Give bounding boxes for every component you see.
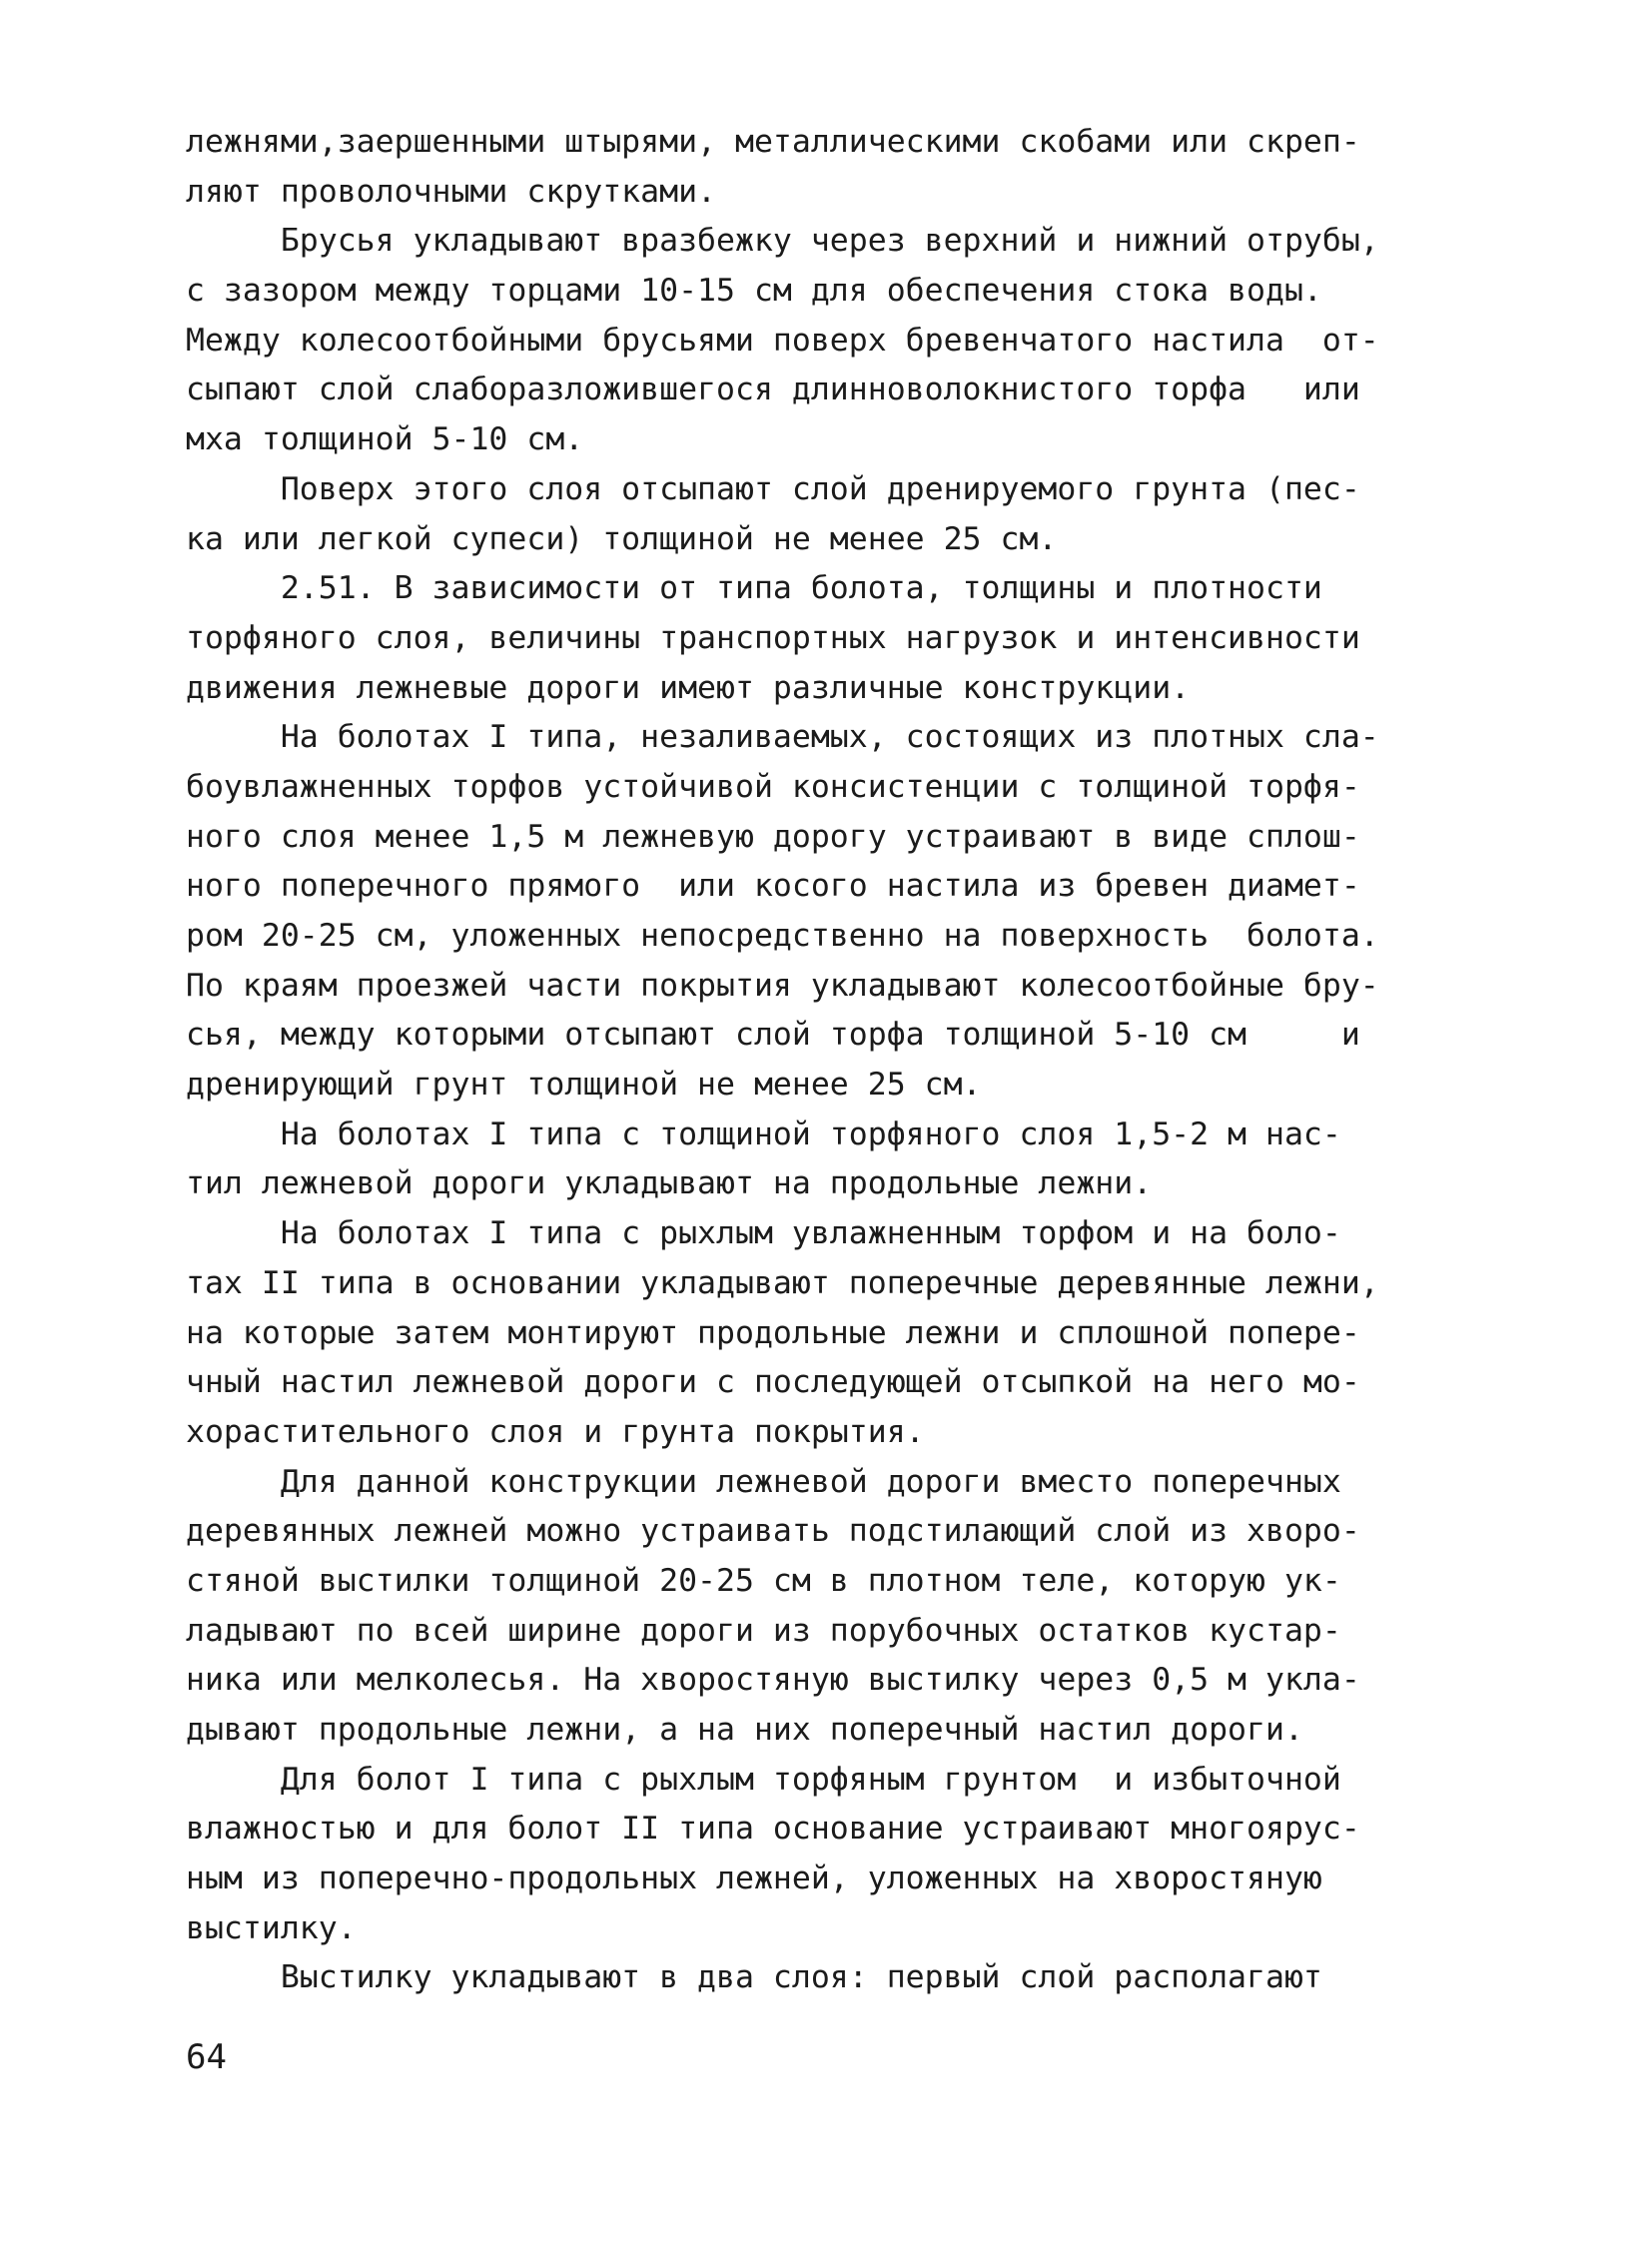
text-line: с зазором между торцами 10-15 см для обеспечения стока воды. xyxy=(186,273,1322,310)
text-line: стяной выстилки толщиной 20-25 см в плотном теле, которую ук- xyxy=(186,1562,1341,1599)
text-line: сыпают слой слаборазложившегося длинноволокнистого торфа или xyxy=(186,372,1360,408)
text-line: тах II типа в основании укладывают поперечные деревянные лежни, xyxy=(186,1264,1379,1301)
text-line: дывают продольные лежни, а на них поперечный настил дороги. xyxy=(186,1712,1303,1748)
text-line: Между колесоотбойными брусьями поверх бревенчатого настила от- xyxy=(186,322,1379,359)
text-line: Брусья укладывают вразбежку через верхний и нижний отрубы, xyxy=(186,223,1379,260)
text-line: лежнями,заершенными штырями, металлическими скобами или скреп- xyxy=(186,124,1360,160)
text-line: на которые затем монтируют продольные лежни и сплошной попере- xyxy=(186,1314,1360,1351)
text-line: 2.51. В зависимости от типа болота, толщины и плотности xyxy=(186,570,1322,607)
text-line: дренирующий грунт толщиной не менее 25 см. xyxy=(186,1067,982,1104)
text-line: тил лежневой дороги укладывают на продольные лежни. xyxy=(186,1165,1153,1202)
text-line: хорастительного слоя и грунта покрытия. xyxy=(186,1413,925,1450)
text-line: ром 20-25 см, уложенных непосредственно на поверхность болота. xyxy=(186,918,1379,954)
text-line: На болотах I типа, незаливаемых, состоящих из плотных сла- xyxy=(186,719,1379,756)
text-line: ника или мелколесья. На хворостяную выстилку через 0,5 м укла- xyxy=(186,1662,1360,1699)
text-line: торфяного слоя, величины транспортных нагрузок и интенсивности xyxy=(186,619,1360,656)
text-line: На болотах I типа с рыхлым увлажненным торфом и на боло- xyxy=(186,1215,1341,1252)
text-line: На болотах I типа с толщиной торфяного слоя 1,5-2 м нас- xyxy=(186,1116,1341,1152)
text-line: По краям проезжей части покрытия укладывают колесоотбойные бру- xyxy=(186,967,1379,1004)
text-line: боувлажненных торфов устойчивой консистенции с толщиной торфя- xyxy=(186,768,1360,805)
text-line: Поверх этого слоя отсыпают слой дренируемого грунта (пес- xyxy=(186,470,1360,507)
text-line: ка или легкой супеси) толщиной не менее 25 см. xyxy=(186,520,1058,557)
text-line: ным из поперечно-продольных лежней, уложенных на хворостяную xyxy=(186,1861,1322,1897)
text-line: влажностью и для болот II типа основание устраивают многоярус- xyxy=(186,1811,1360,1848)
page-number: 64 xyxy=(186,2037,227,2077)
text-line: мха толщиной 5-10 см. xyxy=(186,421,584,458)
text-line: ляют проволочными скрутками. xyxy=(186,173,717,210)
text-line: выстилку. xyxy=(186,1909,357,1946)
text-line: Выстилку укладывают в два слоя: первый слой располагают xyxy=(186,1959,1322,1996)
text-line: движения лежневые дороги имеют различные конструкции. xyxy=(186,669,1191,706)
text-line: деревянных лежней можно устраивать подстилающий слой из хворо- xyxy=(186,1513,1360,1550)
text-line: чный настил лежневой дороги с последующей отсыпкой на него мо- xyxy=(186,1364,1360,1401)
text-line: ного слоя менее 1,5 м лежневую дорогу устраивают в виде сплош- xyxy=(186,818,1360,855)
text-line: ного поперечного прямого или косого настила из бревен диамет- xyxy=(186,868,1360,905)
text-line: сья, между которыми отсыпают слой торфа толщиной 5-10 см и xyxy=(186,1017,1360,1054)
body-text xyxy=(186,118,1484,2003)
text-line: ладывают по всей ширине дороги из порубочных остатков кустар- xyxy=(186,1612,1341,1649)
text-line: Для болот I типа с рыхлым торфяным грунтом и избыточной xyxy=(186,1761,1341,1798)
text-line: Для данной конструкции лежневой дороги вместо поперечных xyxy=(186,1463,1341,1500)
